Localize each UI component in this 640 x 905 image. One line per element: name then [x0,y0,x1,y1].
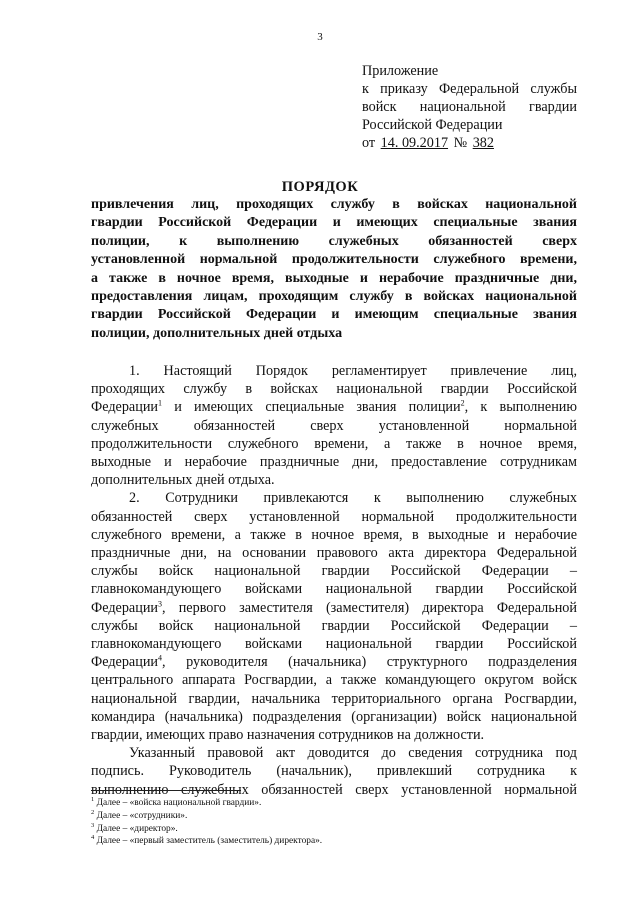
subtitle-line: гвардии Российской Федерации и имеющим специальные звания [91,307,577,323]
footnote-text: Далее – «директор». [96,823,178,834]
body-text: , руководителя (начальника) структурного подразделения [162,654,577,671]
footnote-ref: 3 [158,598,163,608]
footnote-ref: 4 [158,653,163,663]
body-line: обязанностей сверх установленной нормальной продолжительности [91,508,577,525]
body-line: выполнению служебных обязанностей сверх установленной нормальной [91,781,577,798]
body-line: проходящих службу в войсках национальной гвардии Российской [91,381,577,398]
body-line [91,398,577,416]
appendix-line-4: Российской Федерации [362,117,503,133]
document-subtitle [91,196,577,343]
body-line: главнокомандующего войсками национальной гвардии Российской [91,581,577,598]
body-line: праздничные дни, на основании правового акта директора Федеральной [91,545,577,562]
body-text: , к выполнению [464,399,577,416]
body-text: Федерации [91,399,159,416]
footnote [91,823,491,836]
body-line: служебного времени, а также в ночное время, в выходные и нерабочие [91,526,577,543]
footnote-text: Далее – «войска национальной гвардии». [96,798,262,808]
footnote-text: Далее – «сотрудники». [96,810,188,821]
document-title: ПОРЯДОК [281,179,359,195]
body-text: и имеющих специальные звания полиции [162,399,461,416]
body-line: дополнительных дней отдыха. [91,472,275,489]
body-line: главнокомандующего войсками национальной гвардии Российской [91,636,577,653]
footnote-mark: 1 [91,795,95,803]
appendix-line-3: войск национальной гвардии [362,99,577,115]
body-line: службы войск национальной гвардии Российской Федерации – [91,563,577,580]
order-number: 382 [472,135,494,151]
footnote-mark: 3 [91,821,95,829]
appendix-date-line [362,134,577,152]
footnote-mark: 2 [91,808,95,816]
body-line: Указанный правовой акт доводится до сведения сотрудника под [129,745,577,762]
subtitle-line: полиции, дополнительных дней отдыха [91,325,343,341]
body-line [91,599,577,617]
subtitle-line: гвардии Российской Федерации и имеющих специальные звания [91,215,577,231]
body-line [91,653,577,671]
body-line: национальной гвардии, начальника территориального органа Росгвардии, [91,690,577,707]
order-date: 14. 09.2017 [380,135,449,151]
footnote-text: Далее – «первый заместитель (заместитель) директора». [96,836,323,847]
footnote-ref: 1 [158,398,163,408]
subtitle-line: предоставления лицам, проходящим службу в войсках национальной [91,289,577,305]
date-prefix: от [362,135,376,151]
body-line: продолжительности служебного времени, а также в ночное время, [91,435,577,452]
body-text: Федерации [91,654,159,671]
body-line: гвардии, имеющих право назначения сотрудников на должности. [91,727,485,744]
body-line: 1. Настоящий Порядок регламентирует привлечение лиц, [129,363,577,379]
footnote [91,835,491,848]
subtitle-line: полиции, к выполнению служебных обязанностей сверх [91,233,577,249]
body-line: 2. Сотрудники привлекаются к выполнению служебных [129,490,577,507]
footnote [91,810,491,823]
number-sign: № [453,135,468,151]
body-line: центрального аппарата Росгвардии, а также командующего округом войск [91,672,577,689]
footnote [91,797,491,810]
footnote-ref: 2 [460,398,465,408]
footnotes [91,797,491,848]
page-number: 3 [317,31,323,43]
body-line: службы войск национальной гвардии Российской Федерации – [91,617,577,634]
appendix-line-2: к приказу Федеральной службы [362,81,577,97]
body-text: , первого заместителя (заместителя) директора Федеральной [162,599,577,616]
body-line: выходные и нерабочие праздничные дни, предоставление сотрудникам [91,454,577,471]
subtitle-line: установленной нормальной продолжительности служебного времени, [91,252,577,268]
body-text: Федерации [91,599,159,616]
subtitle-line: а также в ночное время, выходные и нерабочие праздничные дни, [91,270,577,286]
subtitle-line: привлечения лиц, проходящих службу в войсках национальной [91,197,577,212]
appendix-block [362,62,577,152]
body-line: служебных обязанностей сверх установленной нормальной [91,417,577,434]
body-line: командира (начальника) подразделения (организации) войск национальной [91,708,577,725]
appendix-line-1: Приложение [362,63,439,79]
footnote-mark: 4 [91,834,95,842]
footnote-separator [91,790,241,791]
body-line: подпись. Руководитель (начальник), привлекший сотрудника к [91,763,577,780]
document-body [91,362,577,799]
